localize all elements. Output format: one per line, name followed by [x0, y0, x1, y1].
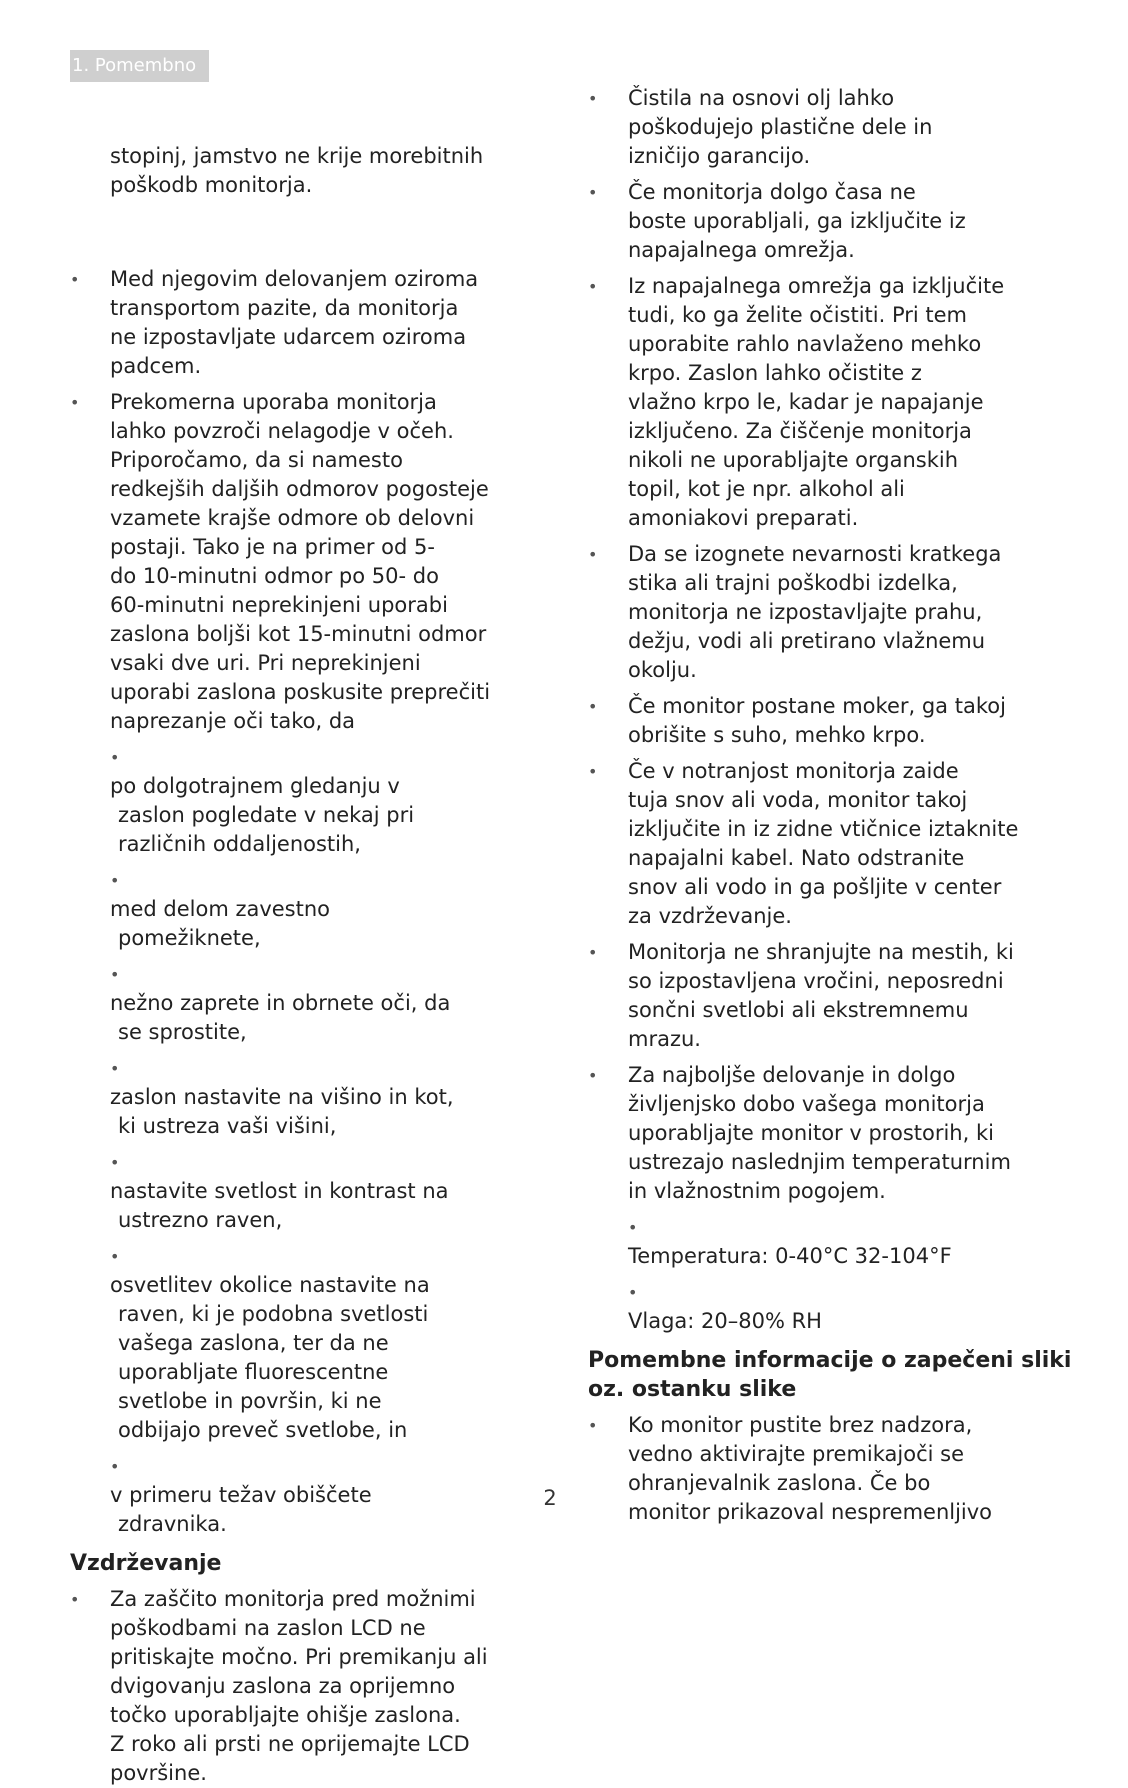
bullet-icon: •	[628, 1218, 638, 1237]
text-line: življenjsko dobo vašega monitorja	[628, 1092, 985, 1116]
bullet-icon: •	[70, 1590, 80, 1609]
text-line: Če v notranjost monitorja zaide	[628, 759, 959, 783]
list-item	[588, 692, 1058, 750]
bullet-icon: •	[70, 270, 80, 289]
bullet-icon: •	[110, 965, 120, 984]
list-item	[70, 388, 540, 736]
text-line: topil, kot je npr. alkohol ali	[628, 477, 905, 501]
bullet-icon: •	[588, 762, 598, 781]
list-item	[588, 1061, 1058, 1206]
text-line: snov ali vodo in ga pošljite v center	[628, 875, 1002, 899]
text-line: Iz napajalnega omrežja ga izključite	[628, 274, 1005, 298]
text-line: do 10-minutni odmor po 50- do	[110, 564, 439, 588]
bullet-icon: •	[110, 1059, 120, 1078]
text-line: transportom pazite, da monitorja	[110, 296, 459, 320]
text-line: naprezanje oči tako, da	[110, 709, 356, 733]
text-line: krpo. Zaslon lahko očistite z	[628, 361, 922, 385]
text-line: stopinj, jamstvo ne krije morebitnih	[110, 144, 484, 168]
text-line: monitorja ne izpostavljajte prahu,	[628, 600, 983, 624]
text-line: obrišite s suho, mehko krpo.	[628, 723, 926, 747]
text-line: Za zaščito monitorja pred možnimi	[110, 1587, 476, 1611]
sub-list-item	[70, 1452, 540, 1539]
text-line: nežno zaprete in obrnete oči, da	[110, 991, 451, 1015]
text-line: pomežiknete,	[118, 926, 261, 950]
text-line: izključeno. Za čiščenje monitorja	[628, 419, 972, 443]
bullet-icon: •	[110, 748, 120, 767]
bullet-icon: •	[628, 1283, 638, 1302]
text-line: zdravnika.	[118, 1512, 227, 1536]
text-line: Ko monitor pustite brez nadzora,	[628, 1413, 973, 1437]
bullet-icon: •	[110, 1457, 120, 1476]
text-line: amoniakovi preparati.	[628, 506, 859, 530]
text-line: v primeru težav obiščete	[110, 1483, 372, 1507]
text-line: napajalnega omrežja.	[628, 238, 855, 262]
text-line: vedno aktivirajte premikajoči se	[628, 1442, 965, 1466]
text-line: zaslona boljši kot 15-minutni odmor	[110, 622, 487, 646]
text-line: Prekomerna uporaba monitorja	[110, 390, 437, 414]
text-line: vlažno krpo le, kadar je napajanje	[628, 390, 984, 414]
text-line: nikoli ne uporabljajte organskih	[628, 448, 959, 472]
text-line: Z roko ali prsti ne oprijemajte LCD	[110, 1732, 470, 1756]
list-item	[70, 1585, 540, 1788]
section-heading	[588, 1346, 1072, 1404]
bullet-icon: •	[588, 1416, 598, 1435]
list-item	[588, 272, 1058, 533]
text-line: oz. ostanku slike	[588, 1377, 797, 1402]
list-item	[588, 1411, 1058, 1527]
text-line: Temperatura: 0-40°C 32-104°F	[628, 1244, 952, 1268]
text-line: Če monitor postane moker, ga takoj	[628, 694, 1006, 718]
sub-list-item	[588, 1213, 1058, 1271]
text-line: ohranjevalnik zaslona. Če bo	[628, 1471, 931, 1495]
bullet-icon: •	[110, 1153, 120, 1172]
text-line: dvigovanju zaslona za oprijemno	[110, 1674, 456, 1698]
continued-paragraph	[70, 84, 540, 258]
text-line: boste uporabljali, ga izključite iz	[628, 209, 966, 233]
sub-list-item	[70, 960, 540, 1047]
text-line: različnih oddaljenostih,	[118, 832, 361, 856]
text-line: Da se izognete nevarnosti kratkega	[628, 542, 1002, 566]
text-line: lahko povzroči nelagodje v očeh.	[110, 419, 454, 443]
text-line: postaji. Tako je na primer od 5-	[110, 535, 435, 559]
text-line: okolju.	[628, 658, 697, 682]
text-line: ustrezajo naslednjim temperaturnim	[628, 1150, 1011, 1174]
section-heading: Vzdrževanje	[70, 1551, 222, 1576]
text-line: vsaki dve uri. Pri neprekinjeni	[110, 651, 421, 675]
sub-list-item	[70, 1242, 540, 1445]
list-item	[70, 265, 540, 381]
text-line: sončni svetlobi ali ekstremnemu	[628, 998, 969, 1022]
text-line: nastavite svetlost in kontrast na	[110, 1179, 449, 1203]
text-line: stika ali trajni poškodbi izdelka,	[628, 571, 958, 595]
text-line: Če monitorja dolgo časa ne	[628, 180, 916, 204]
bullet-icon: •	[110, 871, 120, 890]
text-line: odbijajo preveč svetlobe, in	[118, 1418, 408, 1442]
text-line: točko uporabljajte ohišje zaslona.	[110, 1703, 461, 1727]
list-item	[588, 178, 1058, 265]
left-column	[70, 84, 540, 1788]
text-line: uporabi zaslona poskusite preprečiti	[110, 680, 491, 704]
bullet-icon: •	[110, 1247, 120, 1266]
text-line: Med njegovim delovanjem oziroma	[110, 267, 479, 291]
text-line: poškodbami na zaslon LCD ne	[110, 1616, 426, 1640]
text-line: vašega zaslona, ter da ne	[118, 1331, 389, 1355]
text-line: redkejših daljših odmorov pogosteje	[110, 477, 489, 501]
text-line: Za najboljše delovanje in dolgo	[628, 1063, 956, 1087]
text-line: ne izpostavljate udarcem oziroma	[110, 325, 467, 349]
text-line: uporabite rahlo navlaženo mehko	[628, 332, 982, 356]
bullet-icon: •	[588, 545, 598, 564]
bullet-icon: •	[588, 183, 598, 202]
text-line: ustrezno raven,	[118, 1208, 283, 1232]
right-column	[588, 84, 1072, 1527]
text-line: se sprostite,	[118, 1020, 247, 1044]
text-line: uporabljajte monitor v prostorih, ki	[628, 1121, 994, 1145]
sub-list-item	[70, 1148, 540, 1235]
text-line: mrazu.	[628, 1027, 701, 1051]
text-line: tuja snov ali voda, monitor takoj	[628, 788, 968, 812]
text-line: zaslon pogledate v nekaj pri	[118, 803, 415, 827]
text-line: izključite in iz zidne vtičnice iztaknite	[628, 817, 1019, 841]
text-line: Pomembne informacije o zapečeni sliki	[588, 1348, 1072, 1373]
page-number: 2	[543, 1486, 557, 1510]
text-line: zaslon nastavite na višino in kot,	[110, 1085, 454, 1109]
text-line: površine.	[110, 1761, 207, 1785]
text-line: po dolgotrajnem gledanju v	[110, 774, 400, 798]
text-line: pritiskajte močno. Pri premikanju ali	[110, 1645, 488, 1669]
text-line: Čistila na osnovi olj lahko	[628, 86, 895, 110]
text-line: ki ustreza vaši višini,	[118, 1114, 337, 1138]
sub-list-item	[70, 866, 540, 953]
section-tab: 1. Pomembno	[70, 50, 209, 82]
text-line: in vlažnostnim pogojem.	[628, 1179, 886, 1203]
bullet-icon: •	[588, 1066, 598, 1085]
list-item	[588, 757, 1058, 931]
list-item	[588, 938, 1058, 1054]
text-line: Priporočamo, da si namesto	[110, 448, 403, 472]
list-item	[588, 540, 1058, 685]
bullet-icon: •	[70, 393, 80, 412]
text-line: so izpostavljena vročini, neposredni	[628, 969, 1004, 993]
text-line: Vlaga: 20–80% RH	[628, 1309, 822, 1333]
text-line: poškodujejo plastične dele in	[628, 115, 933, 139]
text-line: poškodb monitorja.	[110, 173, 313, 197]
text-line: uporabljate fluorescentne	[118, 1360, 389, 1384]
text-line: izničijo garancijo.	[628, 144, 811, 168]
sub-list-item	[70, 1054, 540, 1141]
text-line: svetlobe in površin, ki ne	[118, 1389, 382, 1413]
text-line: osvetlitev okolice nastavite na	[110, 1273, 430, 1297]
bullet-icon: •	[588, 89, 598, 108]
text-line: monitor prikazoval nespremenljivo	[628, 1500, 993, 1524]
text-line: dežju, vodi ali pretirano vlažnemu	[628, 629, 986, 653]
bullet-icon: •	[588, 277, 598, 296]
bullet-icon: •	[588, 697, 598, 716]
text-line: vzamete krajše odmore ob delovni	[110, 506, 475, 530]
text-line: raven, ki je podobna svetlosti	[118, 1302, 429, 1326]
sub-list-item	[588, 1278, 1058, 1336]
text-line: 60-minutni neprekinjeni uporabi	[110, 593, 448, 617]
sub-list-item	[70, 743, 540, 859]
text-line: napajalni kabel. Nato odstranite	[628, 846, 965, 870]
text-line: Monitorja ne shranjujte na mestih, ki	[628, 940, 1014, 964]
text-line: tudi, ko ga želite očistiti. Pri tem	[628, 303, 968, 327]
text-line: za vzdrževanje.	[628, 904, 792, 928]
text-line: med delom zavestno	[110, 897, 331, 921]
text-line: padcem.	[110, 354, 202, 378]
list-item	[588, 84, 1058, 171]
bullet-icon: •	[588, 943, 598, 962]
